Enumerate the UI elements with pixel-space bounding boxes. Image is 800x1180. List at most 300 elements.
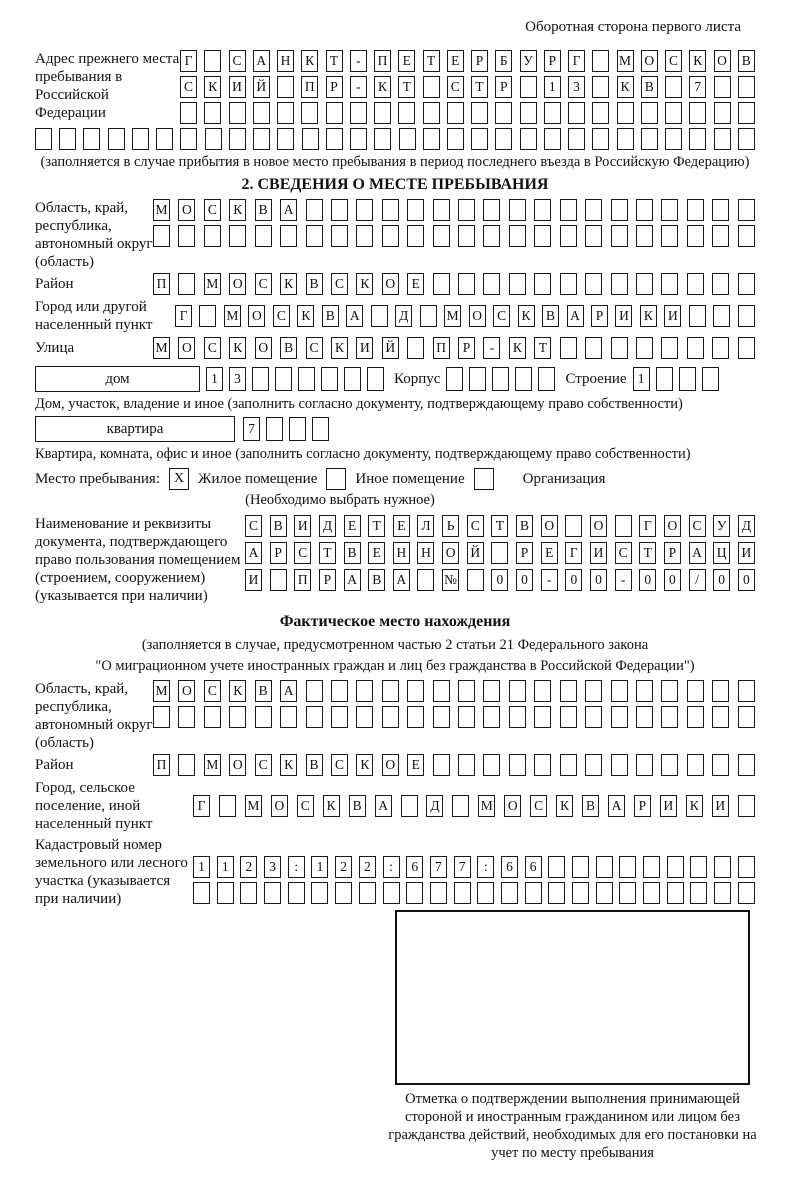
char-cell[interactable] — [713, 305, 730, 327]
char-cell[interactable] — [738, 795, 755, 817]
char-cell[interactable] — [447, 102, 464, 124]
char-cell[interactable]: О — [590, 515, 607, 537]
char-cell[interactable] — [689, 128, 706, 150]
char-cell[interactable] — [252, 367, 269, 391]
char-cell[interactable]: И — [294, 515, 311, 537]
char-cell[interactable]: 2 — [335, 856, 352, 878]
char-cell[interactable]: 0 — [590, 569, 607, 591]
char-cell[interactable] — [712, 706, 729, 728]
char-cell[interactable] — [509, 754, 526, 776]
char-cell[interactable]: О — [178, 680, 195, 702]
char-cell[interactable] — [560, 199, 577, 221]
char-cell[interactable] — [178, 273, 195, 295]
char-cell[interactable] — [277, 128, 294, 150]
char-cell[interactable] — [661, 273, 678, 295]
char-cell[interactable] — [738, 273, 755, 295]
organizatsiya-checkbox[interactable] — [474, 468, 494, 490]
char-cell[interactable] — [383, 882, 400, 904]
char-cell[interactable] — [447, 128, 464, 150]
char-cell[interactable] — [452, 795, 469, 817]
char-cell[interactable] — [687, 754, 704, 776]
char-cell[interactable] — [229, 102, 246, 124]
char-cell[interactable] — [430, 882, 447, 904]
char-cell[interactable] — [178, 706, 195, 728]
char-cell[interactable] — [229, 706, 246, 728]
char-cell[interactable]: К — [331, 337, 348, 359]
char-cell[interactable] — [641, 102, 658, 124]
char-cell[interactable] — [483, 199, 500, 221]
char-cell[interactable] — [534, 273, 551, 295]
char-cell[interactable] — [592, 50, 609, 72]
char-cell[interactable]: У — [520, 50, 537, 72]
char-cell[interactable]: И — [245, 569, 262, 591]
char-cell[interactable] — [205, 128, 222, 150]
char-cell[interactable] — [596, 882, 613, 904]
char-cell[interactable] — [714, 128, 731, 150]
char-cell[interactable] — [469, 367, 486, 391]
char-cell[interactable] — [585, 754, 602, 776]
char-cell[interactable] — [619, 856, 636, 878]
char-cell[interactable]: 1 — [311, 856, 328, 878]
char-cell[interactable]: И — [664, 305, 681, 327]
char-cell[interactable] — [255, 706, 272, 728]
char-cell[interactable] — [585, 706, 602, 728]
char-cell[interactable] — [382, 680, 399, 702]
char-cell[interactable] — [636, 199, 653, 221]
char-cell[interactable] — [509, 680, 526, 702]
char-cell[interactable]: М — [153, 337, 170, 359]
char-cell[interactable] — [712, 754, 729, 776]
char-cell[interactable]: О — [382, 754, 399, 776]
char-cell[interactable] — [667, 882, 684, 904]
char-cell[interactable] — [178, 754, 195, 776]
char-cell[interactable] — [548, 856, 565, 878]
char-cell[interactable] — [270, 569, 287, 591]
char-cell[interactable]: 7 — [689, 76, 706, 98]
char-cell[interactable] — [560, 337, 577, 359]
char-cell[interactable] — [417, 569, 434, 591]
char-cell[interactable] — [458, 199, 475, 221]
char-cell[interactable]: О — [714, 50, 731, 72]
char-cell[interactable] — [433, 680, 450, 702]
char-cell[interactable]: О — [255, 337, 272, 359]
char-cell[interactable]: Т — [398, 76, 415, 98]
char-cell[interactable]: 0 — [639, 569, 656, 591]
char-cell[interactable] — [509, 706, 526, 728]
char-cell[interactable] — [617, 128, 634, 150]
char-cell[interactable]: С — [229, 50, 246, 72]
char-cell[interactable] — [738, 706, 755, 728]
char-cell[interactable] — [306, 706, 323, 728]
char-cell[interactable] — [217, 882, 234, 904]
char-cell[interactable] — [585, 680, 602, 702]
char-cell[interactable] — [483, 273, 500, 295]
char-cell[interactable]: С — [180, 76, 197, 98]
char-cell[interactable] — [471, 128, 488, 150]
char-cell[interactable] — [596, 856, 613, 878]
char-cell[interactable]: К — [374, 76, 391, 98]
char-cell[interactable]: 1 — [544, 76, 561, 98]
char-cell[interactable] — [467, 569, 484, 591]
char-cell[interactable]: Е — [393, 515, 410, 537]
char-cell[interactable] — [611, 680, 628, 702]
char-cell[interactable] — [331, 706, 348, 728]
char-cell[interactable] — [350, 102, 367, 124]
char-cell[interactable] — [219, 795, 236, 817]
char-cell[interactable]: С — [204, 199, 221, 221]
char-cell[interactable]: : — [383, 856, 400, 878]
char-cell[interactable]: С — [493, 305, 510, 327]
char-cell[interactable]: А — [393, 569, 410, 591]
char-cell[interactable] — [585, 225, 602, 247]
char-cell[interactable] — [611, 225, 628, 247]
char-cell[interactable] — [592, 102, 609, 124]
char-cell[interactable]: М — [478, 795, 495, 817]
char-cell[interactable]: К — [356, 273, 373, 295]
char-cell[interactable]: Н — [277, 50, 294, 72]
char-cell[interactable] — [520, 76, 537, 98]
char-cell[interactable] — [712, 225, 729, 247]
char-cell[interactable] — [492, 367, 509, 391]
char-cell[interactable]: Р — [319, 569, 336, 591]
char-cell[interactable] — [568, 128, 585, 150]
char-cell[interactable]: О — [541, 515, 558, 537]
char-cell[interactable] — [738, 199, 755, 221]
char-cell[interactable]: Б — [495, 50, 512, 72]
char-cell[interactable] — [321, 367, 338, 391]
char-cell[interactable]: С — [255, 273, 272, 295]
char-cell[interactable] — [534, 754, 551, 776]
char-cell[interactable]: 1 — [206, 367, 223, 391]
char-cell[interactable] — [615, 515, 632, 537]
char-cell[interactable] — [611, 706, 628, 728]
char-cell[interactable]: О — [504, 795, 521, 817]
char-cell[interactable] — [687, 199, 704, 221]
char-cell[interactable]: С — [530, 795, 547, 817]
char-cell[interactable]: 0 — [738, 569, 755, 591]
char-cell[interactable]: Е — [398, 50, 415, 72]
char-cell[interactable]: В — [738, 50, 755, 72]
char-cell[interactable]: Ь — [442, 515, 459, 537]
char-cell[interactable]: Р — [270, 542, 287, 564]
char-cell[interactable]: О — [271, 795, 288, 817]
char-cell[interactable] — [326, 102, 343, 124]
char-cell[interactable]: Д — [738, 515, 755, 537]
char-cell[interactable] — [687, 680, 704, 702]
char-cell[interactable] — [423, 128, 440, 150]
char-cell[interactable] — [433, 706, 450, 728]
char-cell[interactable] — [617, 102, 634, 124]
char-cell[interactable] — [374, 128, 391, 150]
char-cell[interactable] — [665, 128, 682, 150]
kvartira-type-box[interactable]: квартира — [35, 416, 235, 442]
char-cell[interactable]: К — [689, 50, 706, 72]
char-cell[interactable]: С — [297, 795, 314, 817]
char-cell[interactable]: А — [608, 795, 625, 817]
char-cell[interactable] — [420, 305, 437, 327]
char-cell[interactable]: В — [306, 273, 323, 295]
char-cell[interactable] — [544, 102, 561, 124]
char-cell[interactable]: С — [204, 680, 221, 702]
char-cell[interactable] — [407, 225, 424, 247]
char-cell[interactable]: В — [306, 754, 323, 776]
char-cell[interactable]: 7 — [243, 417, 260, 441]
char-cell[interactable]: К — [280, 273, 297, 295]
char-cell[interactable] — [458, 680, 475, 702]
char-cell[interactable] — [83, 128, 100, 150]
char-cell[interactable] — [661, 754, 678, 776]
char-cell[interactable] — [501, 882, 518, 904]
char-cell[interactable] — [240, 882, 257, 904]
char-cell[interactable]: В — [255, 199, 272, 221]
char-cell[interactable] — [661, 199, 678, 221]
char-cell[interactable]: В — [368, 569, 385, 591]
char-cell[interactable] — [433, 225, 450, 247]
char-cell[interactable]: 7 — [454, 856, 471, 878]
char-cell[interactable]: Н — [393, 542, 410, 564]
char-cell[interactable] — [560, 680, 577, 702]
char-cell[interactable] — [690, 882, 707, 904]
char-cell[interactable] — [180, 102, 197, 124]
char-cell[interactable] — [406, 882, 423, 904]
char-cell[interactable] — [560, 225, 577, 247]
char-cell[interactable]: М — [153, 680, 170, 702]
char-cell[interactable] — [306, 199, 323, 221]
char-cell[interactable] — [619, 882, 636, 904]
char-cell[interactable] — [193, 882, 210, 904]
char-cell[interactable] — [277, 76, 294, 98]
char-cell[interactable]: Г — [639, 515, 656, 537]
char-cell[interactable]: Р — [591, 305, 608, 327]
char-cell[interactable]: Т — [319, 542, 336, 564]
char-cell[interactable]: М — [444, 305, 461, 327]
char-cell[interactable] — [446, 367, 463, 391]
char-cell[interactable]: Р — [471, 50, 488, 72]
char-cell[interactable] — [423, 102, 440, 124]
char-cell[interactable]: Н — [417, 542, 434, 564]
char-cell[interactable]: Е — [407, 273, 424, 295]
char-cell[interactable] — [585, 199, 602, 221]
char-cell[interactable]: Е — [407, 754, 424, 776]
char-cell[interactable]: И — [712, 795, 729, 817]
char-cell[interactable]: П — [294, 569, 311, 591]
char-cell[interactable] — [350, 128, 367, 150]
char-cell[interactable] — [356, 199, 373, 221]
char-cell[interactable] — [592, 128, 609, 150]
char-cell[interactable] — [331, 225, 348, 247]
char-cell[interactable]: В — [344, 542, 361, 564]
char-cell[interactable] — [738, 225, 755, 247]
char-cell[interactable]: - — [350, 76, 367, 98]
char-cell[interactable] — [311, 882, 328, 904]
char-cell[interactable] — [253, 102, 270, 124]
char-cell[interactable] — [264, 882, 281, 904]
char-cell[interactable] — [398, 102, 415, 124]
char-cell[interactable]: К — [686, 795, 703, 817]
char-cell[interactable]: 6 — [501, 856, 518, 878]
char-cell[interactable] — [636, 754, 653, 776]
char-cell[interactable]: У — [713, 515, 730, 537]
char-cell[interactable]: П — [153, 754, 170, 776]
char-cell[interactable]: К — [640, 305, 657, 327]
char-cell[interactable]: 0 — [491, 569, 508, 591]
char-cell[interactable]: К — [229, 337, 246, 359]
char-cell[interactable]: А — [280, 680, 297, 702]
char-cell[interactable] — [275, 367, 292, 391]
char-cell[interactable] — [738, 128, 755, 150]
char-cell[interactable]: - — [483, 337, 500, 359]
char-cell[interactable] — [592, 76, 609, 98]
char-cell[interactable]: В — [542, 305, 559, 327]
char-cell[interactable] — [454, 882, 471, 904]
char-cell[interactable]: Р — [516, 542, 533, 564]
char-cell[interactable]: А — [344, 569, 361, 591]
char-cell[interactable] — [738, 102, 755, 124]
char-cell[interactable]: / — [689, 569, 706, 591]
char-cell[interactable] — [458, 273, 475, 295]
char-cell[interactable] — [611, 273, 628, 295]
char-cell[interactable]: 6 — [406, 856, 423, 878]
char-cell[interactable]: К — [356, 754, 373, 776]
char-cell[interactable] — [544, 128, 561, 150]
char-cell[interactable]: С — [331, 273, 348, 295]
char-cell[interactable] — [335, 882, 352, 904]
char-cell[interactable] — [180, 128, 197, 150]
char-cell[interactable]: Р — [495, 76, 512, 98]
char-cell[interactable]: Й — [467, 542, 484, 564]
char-cell[interactable] — [301, 102, 318, 124]
char-cell[interactable] — [689, 305, 706, 327]
char-cell[interactable] — [687, 337, 704, 359]
char-cell[interactable]: В — [349, 795, 366, 817]
char-cell[interactable] — [407, 706, 424, 728]
char-cell[interactable]: И — [229, 76, 246, 98]
char-cell[interactable] — [509, 225, 526, 247]
char-cell[interactable]: И — [590, 542, 607, 564]
char-cell[interactable]: Ц — [713, 542, 730, 564]
char-cell[interactable] — [255, 225, 272, 247]
char-cell[interactable] — [560, 273, 577, 295]
char-cell[interactable]: М — [204, 273, 221, 295]
char-cell[interactable] — [560, 754, 577, 776]
char-cell[interactable]: Д — [426, 795, 443, 817]
char-cell[interactable] — [661, 337, 678, 359]
char-cell[interactable]: Т — [423, 50, 440, 72]
char-cell[interactable]: Т — [471, 76, 488, 98]
char-cell[interactable]: : — [477, 856, 494, 878]
char-cell[interactable] — [520, 102, 537, 124]
char-cell[interactable]: 0 — [713, 569, 730, 591]
char-cell[interactable] — [356, 225, 373, 247]
char-cell[interactable] — [277, 102, 294, 124]
char-cell[interactable] — [204, 102, 221, 124]
char-cell[interactable] — [298, 367, 315, 391]
char-cell[interactable] — [702, 367, 719, 391]
char-cell[interactable] — [538, 367, 555, 391]
char-cell[interactable]: 2 — [240, 856, 257, 878]
char-cell[interactable]: К — [297, 305, 314, 327]
char-cell[interactable]: И — [615, 305, 632, 327]
char-cell[interactable] — [661, 706, 678, 728]
char-cell[interactable]: 6 — [525, 856, 542, 878]
char-cell[interactable]: О — [229, 754, 246, 776]
char-cell[interactable]: 3 — [568, 76, 585, 98]
char-cell[interactable] — [690, 856, 707, 878]
char-cell[interactable] — [661, 225, 678, 247]
char-cell[interactable]: - — [541, 569, 558, 591]
char-cell[interactable]: Р — [458, 337, 475, 359]
char-cell[interactable]: 0 — [516, 569, 533, 591]
char-cell[interactable] — [643, 856, 660, 878]
char-cell[interactable]: М — [617, 50, 634, 72]
char-cell[interactable]: 7 — [430, 856, 447, 878]
char-cell[interactable] — [572, 882, 589, 904]
char-cell[interactable]: 3 — [264, 856, 281, 878]
char-cell[interactable] — [534, 225, 551, 247]
char-cell[interactable] — [306, 680, 323, 702]
char-cell[interactable]: Т — [491, 515, 508, 537]
char-cell[interactable] — [356, 706, 373, 728]
char-cell[interactable]: С — [204, 337, 221, 359]
char-cell[interactable] — [738, 680, 755, 702]
char-cell[interactable]: Г — [568, 50, 585, 72]
char-cell[interactable] — [738, 305, 755, 327]
char-cell[interactable] — [738, 754, 755, 776]
char-cell[interactable] — [302, 128, 319, 150]
char-cell[interactable] — [280, 706, 297, 728]
char-cell[interactable]: - — [350, 50, 367, 72]
char-cell[interactable]: А — [280, 199, 297, 221]
char-cell[interactable]: № — [442, 569, 459, 591]
char-cell[interactable] — [35, 128, 52, 150]
char-cell[interactable] — [306, 225, 323, 247]
char-cell[interactable]: Т — [639, 542, 656, 564]
char-cell[interactable]: А — [689, 542, 706, 564]
char-cell[interactable] — [667, 856, 684, 878]
char-cell[interactable]: В — [322, 305, 339, 327]
char-cell[interactable] — [495, 102, 512, 124]
char-cell[interactable] — [714, 102, 731, 124]
char-cell[interactable]: : — [288, 856, 305, 878]
char-cell[interactable] — [687, 273, 704, 295]
char-cell[interactable] — [689, 102, 706, 124]
char-cell[interactable] — [483, 680, 500, 702]
char-cell[interactable]: О — [442, 542, 459, 564]
char-cell[interactable]: М — [204, 754, 221, 776]
char-cell[interactable] — [407, 199, 424, 221]
char-cell[interactable]: С — [615, 542, 632, 564]
char-cell[interactable]: С — [245, 515, 262, 537]
char-cell[interactable]: Р — [544, 50, 561, 72]
char-cell[interactable]: О — [641, 50, 658, 72]
char-cell[interactable]: В — [255, 680, 272, 702]
char-cell[interactable]: О — [382, 273, 399, 295]
char-cell[interactable] — [153, 706, 170, 728]
char-cell[interactable]: Р — [326, 76, 343, 98]
char-cell[interactable]: О — [664, 515, 681, 537]
char-cell[interactable]: О — [178, 199, 195, 221]
char-cell[interactable]: Л — [417, 515, 434, 537]
char-cell[interactable] — [204, 50, 221, 72]
char-cell[interactable]: 0 — [565, 569, 582, 591]
char-cell[interactable] — [738, 337, 755, 359]
char-cell[interactable]: Д — [395, 305, 412, 327]
char-cell[interactable] — [515, 367, 532, 391]
char-cell[interactable] — [331, 199, 348, 221]
char-cell[interactable]: В — [516, 515, 533, 537]
char-cell[interactable]: В — [641, 76, 658, 98]
char-cell[interactable]: С — [273, 305, 290, 327]
